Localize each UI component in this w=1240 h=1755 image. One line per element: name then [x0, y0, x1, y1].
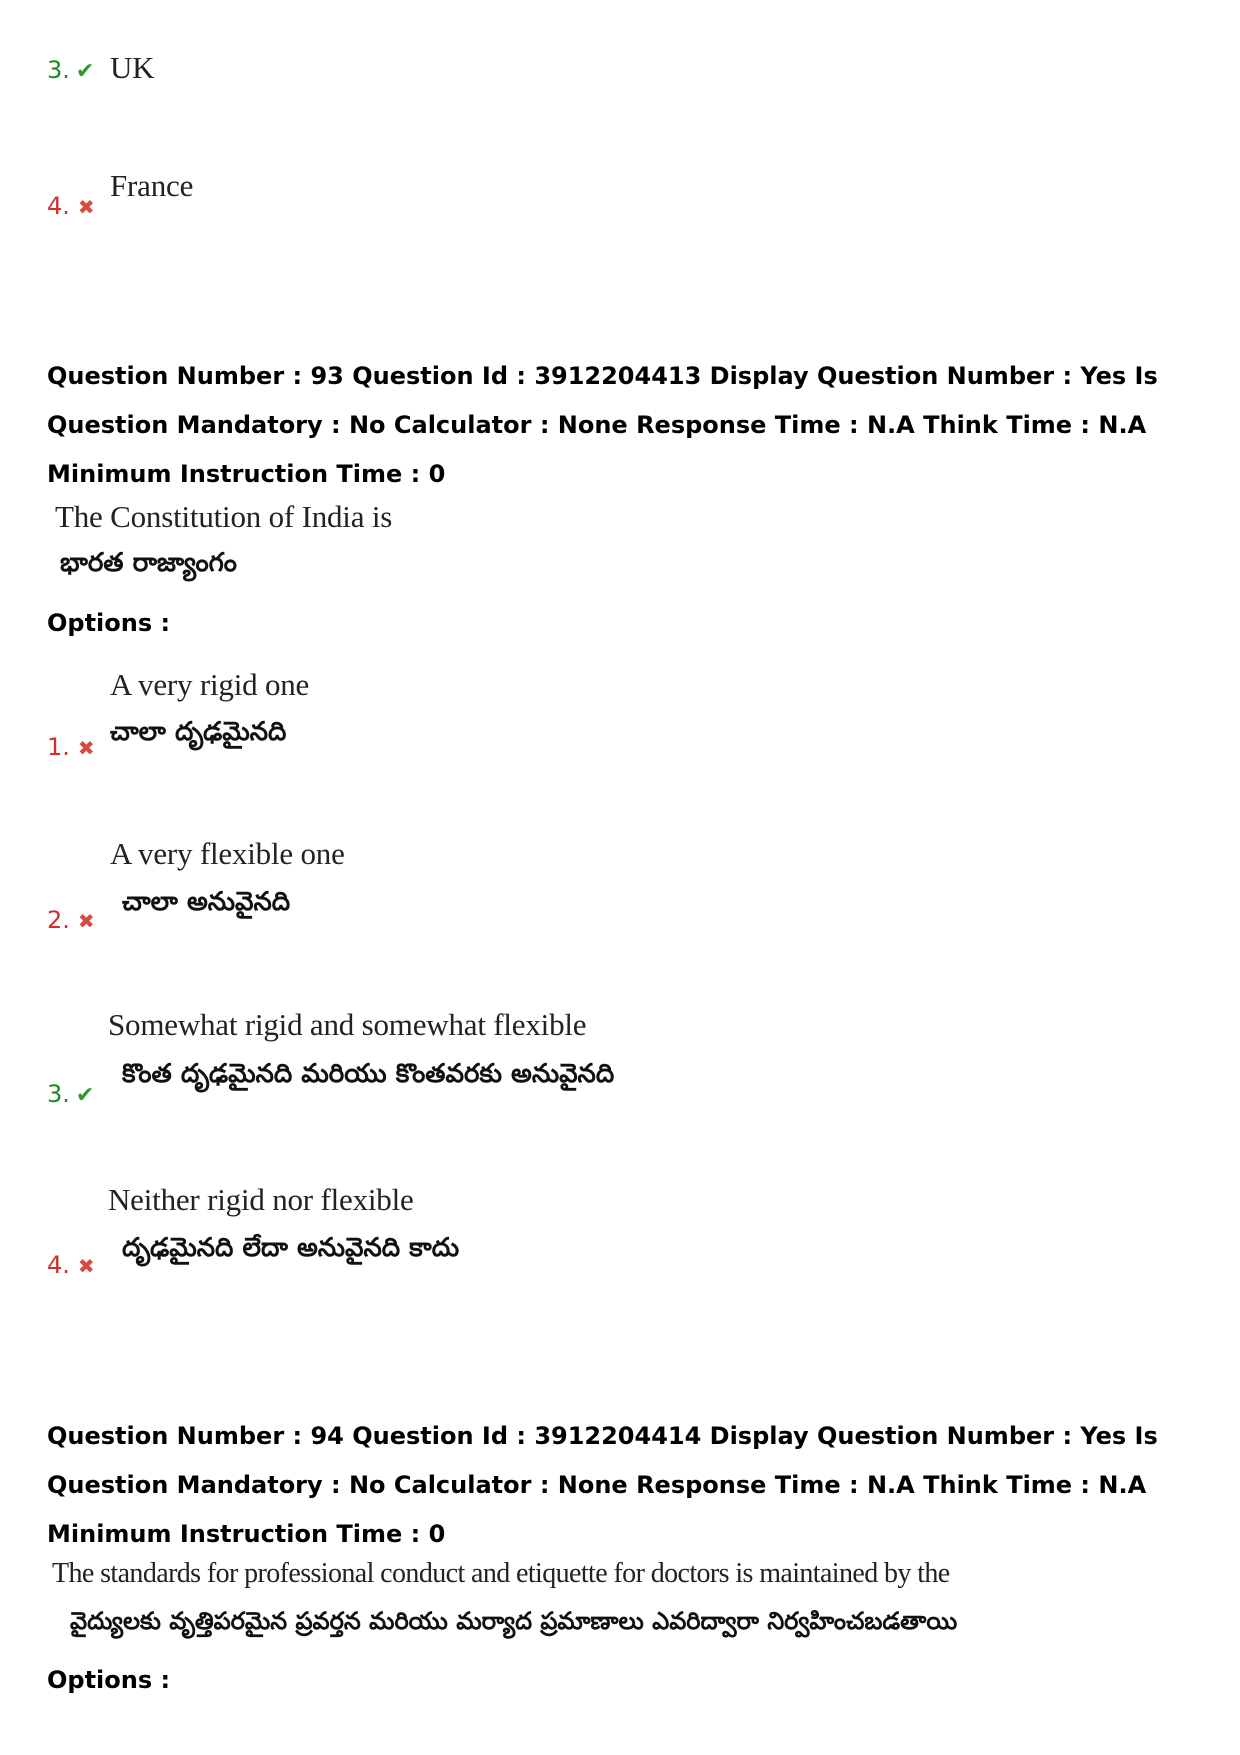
cross-icon: ✖ — [77, 195, 95, 219]
prev-option-3 — [47, 56, 94, 84]
question-94-options-label: Options : — [47, 1666, 171, 1694]
q93-option-4-text-te: దృఢమైనది లేదా అనువైనది కాదు — [122, 1233, 460, 1263]
option-number: 4. — [47, 1251, 70, 1279]
check-icon: ✔ — [75, 59, 95, 84]
prev-option-4-text: France — [110, 168, 194, 203]
q93-option-3-text-en: Somewhat rigid and somewhat flexible — [108, 1007, 587, 1042]
q93-option-2-text-te: చాలా అనువైనది — [122, 887, 291, 917]
cross-icon: ✖ — [77, 909, 95, 933]
q93-option-2 — [47, 906, 95, 934]
option-number: 1. — [47, 733, 70, 761]
cross-icon: ✖ — [77, 1254, 95, 1278]
question-93-header: Question Number : 93 Question Id : 3912204413 Display Question Number : Yes Is Question Mandatory : No Calculator : None Response Time : N.A Think Time : N.A Minimum Instruction Time : 0 — [47, 362, 1158, 488]
cross-icon: ✖ — [77, 736, 95, 760]
option-number: 3. — [47, 56, 70, 84]
q93-option-1 — [47, 733, 95, 761]
option-number: 2. — [47, 906, 70, 934]
prev-option-3-text: UK — [110, 50, 155, 85]
question-94-text-en: The standards for professional conduct and etiquette for doctors is maintained by the — [52, 1558, 950, 1589]
option-number: 3. — [47, 1080, 70, 1108]
q93-option-3 — [47, 1080, 94, 1108]
question-93-options-label: Options : — [47, 609, 171, 637]
q93-option-1-text-en: A very rigid one — [110, 667, 310, 702]
q93-option-4-text-en: Neither rigid nor flexible — [108, 1182, 414, 1217]
check-icon: ✔ — [75, 1083, 95, 1108]
q93-option-3-text-te: కొంత దృఢమైనది మరియు కొంతవరకు అనువైనది — [122, 1059, 615, 1089]
question-94-text-te: వైద్యులకు వృత్తిపరమైన ప్రవర్తన మరియు మర్యాద ప్రమాణాలు ఎవరిద్వారా నిర్వహించబడతాయి — [70, 1607, 958, 1635]
option-number: 4. — [47, 192, 70, 220]
prev-option-4 — [47, 192, 95, 220]
q93-option-2-text-en: A very flexible one — [110, 836, 345, 871]
q93-option-1-text-te: చాలా దృఢమైనది — [110, 717, 287, 747]
question-93-text-te: భారత రాజ్యాంగం — [60, 548, 237, 578]
question-93-text-en: The Constitution of India is — [55, 499, 393, 534]
q93-option-4 — [47, 1251, 95, 1279]
question-94-header: Question Number : 94 Question Id : 3912204414 Display Question Number : Yes Is Question Mandatory : No Calculator : None Response Time : N.A Think Time : N.A Minimum Instruction Time : 0 — [47, 1422, 1158, 1548]
